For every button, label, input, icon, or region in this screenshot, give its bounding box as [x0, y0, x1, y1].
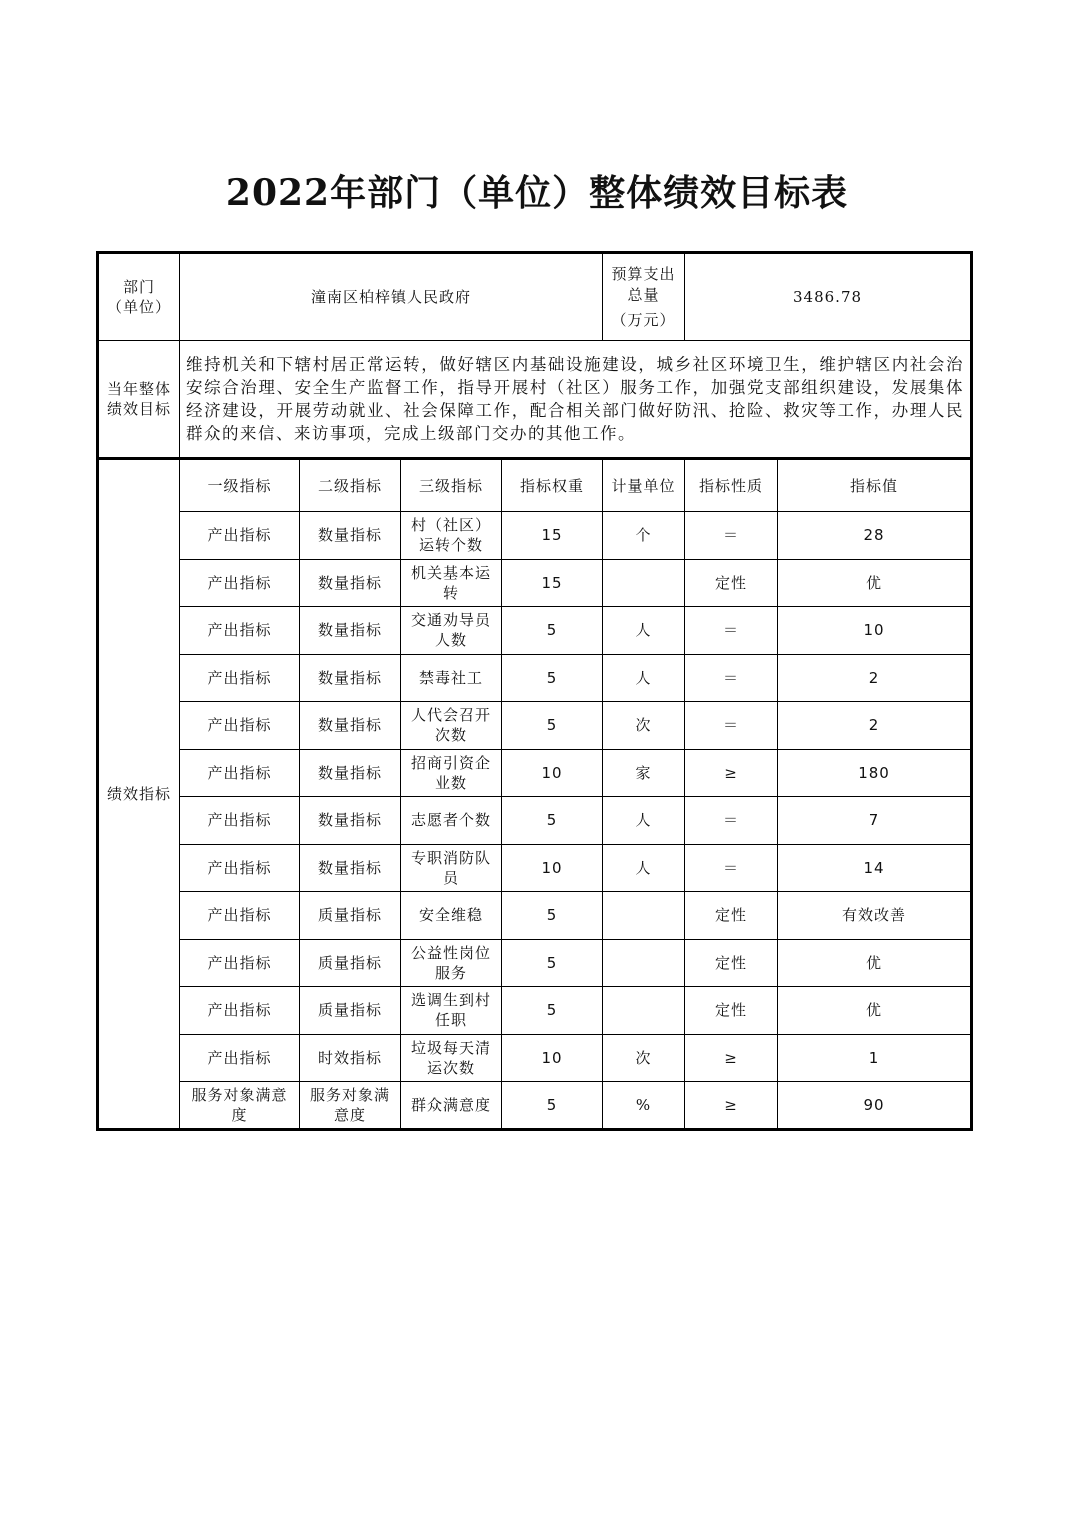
- level1-cell: 产出指标: [180, 512, 300, 560]
- level2-cell: 数量指标: [300, 797, 401, 845]
- level1-cell: 服务对象满意度: [180, 1082, 300, 1130]
- table-row: [98, 654, 972, 702]
- level1-cell: 产出指标: [180, 654, 300, 702]
- table-row: [98, 749, 972, 797]
- weight-cell: 10: [502, 1034, 603, 1082]
- weight-cell: 15: [502, 512, 603, 560]
- weight-cell: 15: [502, 559, 603, 607]
- weight-cell: 5: [502, 607, 603, 655]
- weight-cell: 5: [502, 797, 603, 845]
- table-row: [98, 939, 972, 987]
- level2-cell: 质量指标: [300, 987, 401, 1035]
- unit-cell: 次: [603, 1034, 685, 1082]
- table-row: [98, 559, 972, 607]
- level1-cell: 产出指标: [180, 892, 300, 940]
- nature-cell: 定性: [685, 892, 778, 940]
- unit-cell: [603, 559, 685, 607]
- level1-cell: 产出指标: [180, 749, 300, 797]
- nature-cell: ＝: [685, 512, 778, 560]
- level3-cell: 招商引资企业数: [401, 749, 502, 797]
- column-header: 指标值: [778, 459, 972, 512]
- level3-cell: 机关基本运转: [401, 559, 502, 607]
- level2-cell: 数量指标: [300, 512, 401, 560]
- level1-cell: 产出指标: [180, 702, 300, 750]
- value-cell: 7: [778, 797, 972, 845]
- column-header: 一级指标: [180, 459, 300, 512]
- budget-label-line2: 总量: [627, 285, 660, 304]
- table-row: [98, 512, 972, 560]
- budget-label-line3: （万元）: [611, 310, 676, 329]
- level3-cell: 垃圾每天清运次数: [401, 1034, 502, 1082]
- nature-cell: ＝: [685, 844, 778, 892]
- dept-name-cell: 潼南区柏梓镇人民政府: [180, 253, 603, 341]
- budget-label-cell: [603, 253, 685, 341]
- level2-cell: 数量指标: [300, 559, 401, 607]
- level3-cell: 交通劝导员人数: [401, 607, 502, 655]
- dept-label-cell: [98, 253, 180, 341]
- table-row: [98, 1034, 972, 1082]
- level2-cell: 服务对象满意度: [300, 1082, 401, 1130]
- value-cell: 有效改善: [778, 892, 972, 940]
- column-header: 指标性质: [685, 459, 778, 512]
- table-row: [98, 797, 972, 845]
- level3-cell: 选调生到村任职: [401, 987, 502, 1035]
- unit-cell: 人: [603, 797, 685, 845]
- value-cell: 90: [778, 1082, 972, 1130]
- unit-cell: 人: [603, 607, 685, 655]
- level2-cell: 数量指标: [300, 749, 401, 797]
- level3-cell: 群众满意度: [401, 1082, 502, 1130]
- unit-cell: [603, 892, 685, 940]
- level3-cell: 公益性岗位服务: [401, 939, 502, 987]
- weight-cell: 5: [502, 939, 603, 987]
- goal-label-line2: 绩效目标: [106, 400, 171, 418]
- unit-cell: 家: [603, 749, 685, 797]
- column-header: 计量单位: [603, 459, 685, 512]
- table-row: [98, 702, 972, 750]
- level1-cell: 产出指标: [180, 607, 300, 655]
- unit-cell: 人: [603, 654, 685, 702]
- nature-cell: ＝: [685, 654, 778, 702]
- weight-cell: 5: [502, 1082, 603, 1130]
- level1-cell: 产出指标: [180, 987, 300, 1035]
- level3-cell: 安全维稳: [401, 892, 502, 940]
- column-header: 指标权重: [502, 459, 603, 512]
- level3-cell: 禁毒社工: [401, 654, 502, 702]
- value-cell: 28: [778, 512, 972, 560]
- unit-cell: 人: [603, 844, 685, 892]
- nature-cell: ＝: [685, 607, 778, 655]
- level2-cell: 数量指标: [300, 702, 401, 750]
- level1-cell: 产出指标: [180, 939, 300, 987]
- level2-cell: 数量指标: [300, 844, 401, 892]
- weight-cell: 5: [502, 654, 603, 702]
- value-cell: 优: [778, 559, 972, 607]
- table-row: [98, 892, 972, 940]
- level2-cell: 数量指标: [300, 607, 401, 655]
- weight-cell: 10: [502, 844, 603, 892]
- table-row: [98, 1082, 972, 1130]
- goal-row: [98, 341, 972, 459]
- dept-label-line1: 部门: [122, 278, 155, 296]
- indicator-column-header-row: [98, 459, 972, 512]
- level2-cell: 时效指标: [300, 1034, 401, 1082]
- value-cell: 2: [778, 654, 972, 702]
- goal-label-line1: 当年整体: [106, 380, 171, 398]
- nature-cell: ≥: [685, 749, 778, 797]
- level2-cell: 质量指标: [300, 939, 401, 987]
- level1-cell: 产出指标: [180, 1034, 300, 1082]
- nature-cell: 定性: [685, 559, 778, 607]
- header-row: [98, 253, 972, 341]
- value-cell: 14: [778, 844, 972, 892]
- value-cell: 优: [778, 987, 972, 1035]
- value-cell: 优: [778, 939, 972, 987]
- nature-cell: 定性: [685, 987, 778, 1035]
- table-row: [98, 844, 972, 892]
- level1-cell: 产出指标: [180, 844, 300, 892]
- value-cell: 1: [778, 1034, 972, 1082]
- budget-value-cell: 3486.78: [685, 253, 972, 341]
- value-cell: 10: [778, 607, 972, 655]
- unit-cell: [603, 987, 685, 1035]
- indicator-section-label: 绩效指标: [98, 459, 180, 1130]
- unit-cell: %: [603, 1082, 685, 1130]
- level3-cell: 人代会召开次数: [401, 702, 502, 750]
- value-cell: 180: [778, 749, 972, 797]
- level3-cell: 志愿者个数: [401, 797, 502, 845]
- level3-cell: 专职消防队员: [401, 844, 502, 892]
- unit-cell: 次: [603, 702, 685, 750]
- nature-cell: ≥: [685, 1034, 778, 1082]
- column-header: 二级指标: [300, 459, 401, 512]
- budget-label-line1: 预算支出: [611, 264, 676, 283]
- weight-cell: 5: [502, 702, 603, 750]
- column-header: 三级指标: [401, 459, 502, 512]
- level2-cell: 数量指标: [300, 654, 401, 702]
- nature-cell: ＝: [685, 797, 778, 845]
- value-cell: 2: [778, 702, 972, 750]
- goal-text-cell: 维持机关和下辖村居正常运转，做好辖区内基础设施建设，城乡社区环境卫生，维护辖区内社会治安综合治理、安全生产监督工作，指导开展村（社区）服务工作，加强党支部组织建设，发展集体经济建设，开展劳动就业、社会保障工作，配合相关部门做好防汛、抢险、救灾等工作，办理人民群众的来信、来访事项，完成上级部门交办的其他工作。: [180, 341, 972, 459]
- weight-cell: 5: [502, 892, 603, 940]
- unit-cell: [603, 939, 685, 987]
- table-row: [98, 607, 972, 655]
- level1-cell: 产出指标: [180, 559, 300, 607]
- page-title: 2022年部门（单位）整体绩效目标表: [225, 172, 849, 214]
- performance-table: [96, 251, 973, 1131]
- level1-cell: 产出指标: [180, 797, 300, 845]
- level2-cell: 质量指标: [300, 892, 401, 940]
- table-row: [98, 987, 972, 1035]
- goal-label-cell: [98, 341, 180, 459]
- weight-cell: 5: [502, 987, 603, 1035]
- nature-cell: ＝: [685, 702, 778, 750]
- weight-cell: 10: [502, 749, 603, 797]
- unit-cell: 个: [603, 512, 685, 560]
- level3-cell: 村（社区）运转个数: [401, 512, 502, 560]
- nature-cell: ≥: [685, 1082, 778, 1130]
- dept-label-line2: （单位）: [106, 298, 171, 316]
- nature-cell: 定性: [685, 939, 778, 987]
